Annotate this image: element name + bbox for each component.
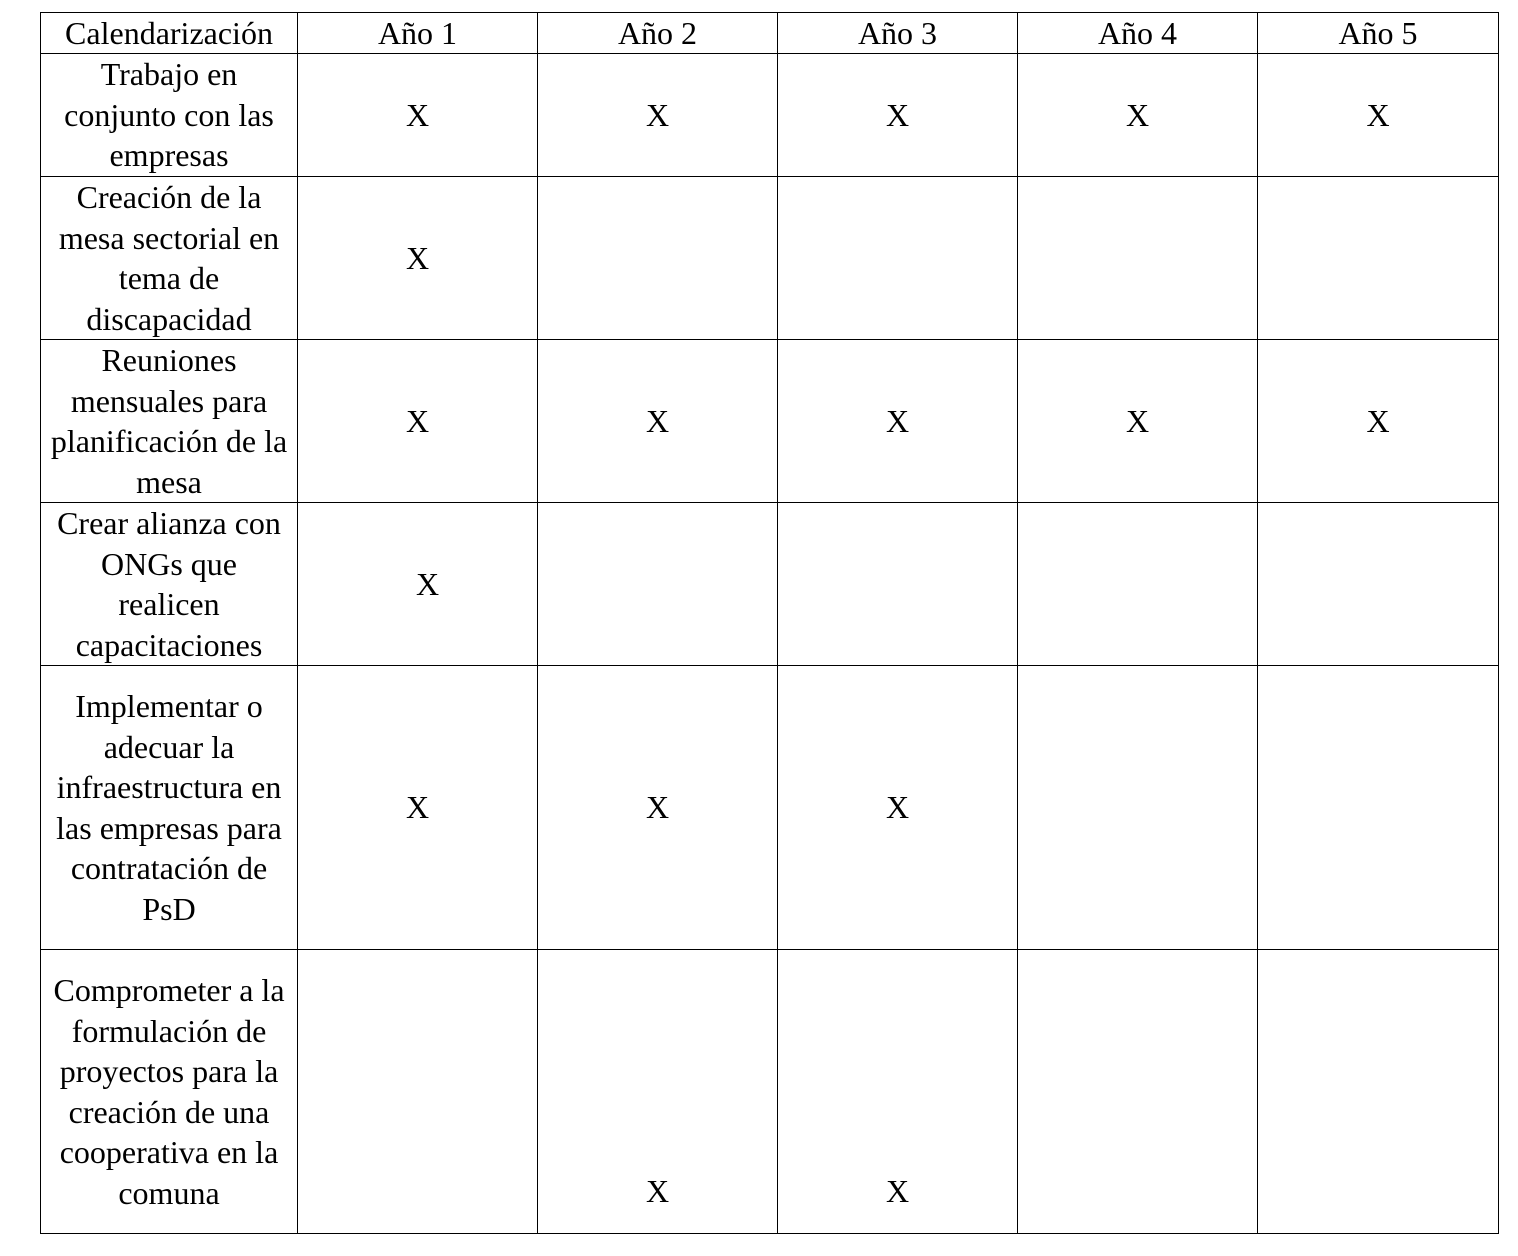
year-mark-cell (298, 666, 538, 950)
year-mark-cell (1258, 666, 1499, 950)
year-mark-cell (298, 54, 538, 177)
activity-cell: Trabajo en conjunto con las empresas (41, 54, 298, 177)
year-mark: X (645, 96, 670, 133)
year-mark-cell (538, 950, 778, 1234)
year-mark-cell (778, 54, 1018, 177)
year-mark-cell (1258, 54, 1499, 177)
year-mark-cell (778, 340, 1018, 503)
year-mark-cell (1258, 177, 1499, 340)
table-row (41, 340, 1499, 503)
year-mark-cell (298, 503, 538, 666)
activity-cell: Crear alianza con ONGs que realicen capacitaciones (41, 503, 298, 666)
year-mark: X (405, 96, 430, 133)
header-cell-year-1: Año 1 (298, 13, 538, 54)
year-mark-cell (1258, 950, 1499, 1234)
table-row (41, 950, 1499, 1234)
year-mark-cell (538, 340, 778, 503)
schedule-table (40, 12, 1499, 1234)
year-mark: X (405, 789, 430, 826)
year-mark: X (1366, 402, 1390, 439)
year-mark-cell (1018, 503, 1258, 666)
activity-cell: Reuniones mensuales para planificación de la mesa (41, 340, 298, 503)
activity-cell: Comprometer a la formulación de proyectos para la creación de una cooperativa en la comuna (41, 950, 298, 1234)
year-mark: X (405, 239, 430, 276)
year-mark: X (415, 565, 440, 602)
year-mark-cell (298, 950, 538, 1234)
header-cell-year-2: Año 2 (538, 13, 778, 54)
year-mark-cell (1018, 950, 1258, 1234)
table-row (41, 177, 1499, 340)
year-mark: X (645, 789, 670, 826)
year-mark-cell (538, 666, 778, 950)
year-mark-cell (1258, 340, 1499, 503)
header-cell-year-3: Año 3 (778, 13, 1018, 54)
year-mark-cell (538, 177, 778, 340)
year-mark-cell (1018, 177, 1258, 340)
activity-cell: Implementar o adecuar la infraestructura en las empresas para contratación de PsD (41, 666, 298, 950)
year-mark-cell (778, 666, 1018, 950)
year-mark-cell (538, 54, 778, 177)
year-mark: X (645, 402, 670, 439)
year-mark-cell (778, 177, 1018, 340)
table-row (41, 54, 1499, 177)
activity-cell: Creación de la mesa sectorial en tema de discapacidad (41, 177, 298, 340)
year-mark-cell (778, 950, 1018, 1234)
year-mark: X (885, 402, 910, 439)
header-cell-year-4: Año 4 (1018, 13, 1258, 54)
year-mark-cell (1018, 340, 1258, 503)
year-mark-cell (538, 503, 778, 666)
year-mark-cell (1018, 54, 1258, 177)
year-mark: X (885, 96, 910, 133)
year-mark: X (1125, 96, 1150, 133)
year-mark: X (885, 789, 910, 826)
year-mark: X (405, 402, 430, 439)
year-mark-cell (1258, 503, 1499, 666)
year-mark: X (1125, 402, 1150, 439)
year-mark-cell (298, 340, 538, 503)
year-mark-cell (298, 177, 538, 340)
header-row (41, 13, 1499, 54)
year-mark-cell (778, 503, 1018, 666)
table-row (41, 503, 1499, 666)
year-mark: X (645, 1172, 670, 1209)
year-mark-cell (1018, 666, 1258, 950)
header-cell-calendarizacion: Calendarización (41, 13, 298, 54)
header-cell-year-5: Año 5 (1258, 13, 1499, 54)
year-mark: X (885, 1172, 910, 1209)
table-row (41, 666, 1499, 950)
year-mark: X (1366, 96, 1390, 133)
